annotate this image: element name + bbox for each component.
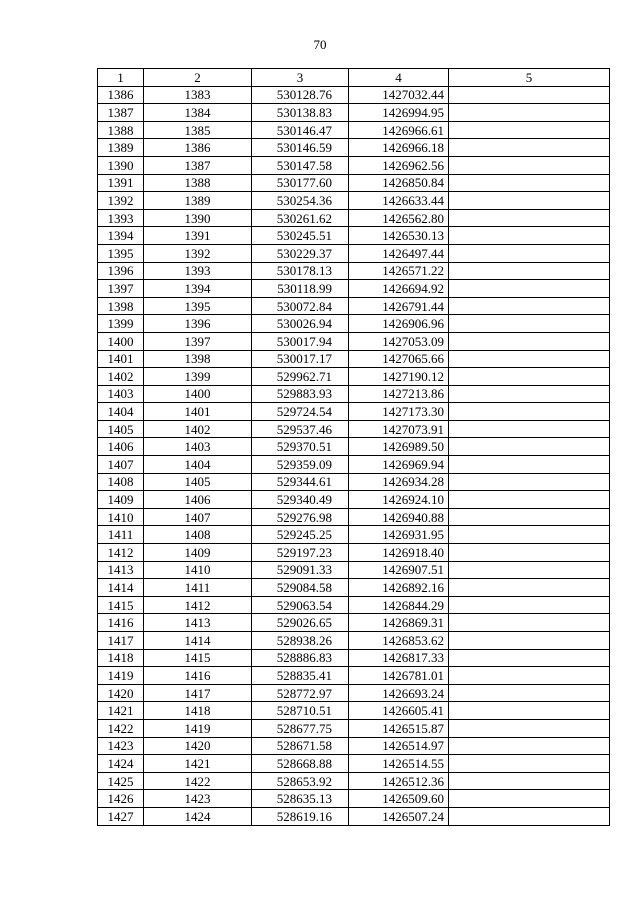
note-cell — [449, 227, 610, 245]
note-cell — [449, 508, 610, 526]
y-coordinate-cell: 1426514.97 — [349, 737, 449, 755]
point-number-cell: 1389 — [98, 139, 144, 157]
point-number-cell: 1420 — [98, 684, 144, 702]
table-row — [98, 139, 610, 157]
table-row — [98, 315, 610, 333]
table-row — [98, 790, 610, 808]
x-coordinate-cell: 528619.16 — [252, 807, 349, 825]
x-coordinate-cell: 530138.83 — [252, 104, 349, 122]
index-cell: 1422 — [144, 772, 252, 790]
y-coordinate-cell: 1426507.24 — [349, 807, 449, 825]
table-row — [98, 561, 610, 579]
note-cell — [449, 614, 610, 632]
x-coordinate-cell: 529276.98 — [252, 508, 349, 526]
note-cell — [449, 156, 610, 174]
index-cell: 1398 — [144, 350, 252, 368]
index-cell: 1391 — [144, 227, 252, 245]
y-coordinate-cell: 1426989.50 — [349, 438, 449, 456]
point-number-cell: 1411 — [98, 526, 144, 544]
y-coordinate-cell: 1427053.09 — [349, 332, 449, 350]
table-row — [98, 350, 610, 368]
x-coordinate-cell: 529537.46 — [252, 420, 349, 438]
y-coordinate-cell: 1426694.92 — [349, 280, 449, 298]
table-row — [98, 403, 610, 421]
point-number-cell: 1415 — [98, 596, 144, 614]
index-cell: 1402 — [144, 420, 252, 438]
note-cell — [449, 121, 610, 139]
table-row — [98, 368, 610, 386]
point-number-cell: 1417 — [98, 632, 144, 650]
y-coordinate-cell: 1426966.61 — [349, 121, 449, 139]
table-row — [98, 772, 610, 790]
table-row — [98, 244, 610, 262]
y-coordinate-cell: 1426907.51 — [349, 561, 449, 579]
point-number-cell: 1386 — [98, 86, 144, 104]
point-number-cell: 1427 — [98, 807, 144, 825]
note-cell — [449, 649, 610, 667]
index-cell: 1408 — [144, 526, 252, 544]
x-coordinate-cell: 530229.37 — [252, 244, 349, 262]
table-row — [98, 156, 610, 174]
note-cell — [449, 473, 610, 491]
note-cell — [449, 684, 610, 702]
y-coordinate-cell: 1427073.91 — [349, 420, 449, 438]
y-coordinate-cell: 1426514.55 — [349, 755, 449, 773]
index-cell: 1405 — [144, 473, 252, 491]
point-number-cell: 1401 — [98, 350, 144, 368]
x-coordinate-cell: 529340.49 — [252, 491, 349, 509]
index-cell: 1385 — [144, 121, 252, 139]
x-coordinate-cell: 529245.25 — [252, 526, 349, 544]
index-cell: 1406 — [144, 491, 252, 509]
index-cell: 1388 — [144, 174, 252, 192]
column-header-2: 2 — [144, 69, 252, 87]
index-cell: 1397 — [144, 332, 252, 350]
note-cell — [449, 174, 610, 192]
note-cell — [449, 280, 610, 298]
point-number-cell: 1406 — [98, 438, 144, 456]
note-cell — [449, 385, 610, 403]
index-cell: 1387 — [144, 156, 252, 174]
point-number-cell: 1425 — [98, 772, 144, 790]
index-cell: 1383 — [144, 86, 252, 104]
table-row — [98, 209, 610, 227]
index-cell: 1416 — [144, 667, 252, 685]
table-row — [98, 174, 610, 192]
point-number-cell: 1414 — [98, 579, 144, 597]
note-cell — [449, 315, 610, 333]
y-coordinate-cell: 1426509.60 — [349, 790, 449, 808]
point-number-cell: 1410 — [98, 508, 144, 526]
table-row — [98, 262, 610, 280]
index-cell: 1403 — [144, 438, 252, 456]
y-coordinate-cell: 1426562.80 — [349, 209, 449, 227]
table-row — [98, 526, 610, 544]
point-number-cell: 1399 — [98, 315, 144, 333]
table-row — [98, 755, 610, 773]
note-cell — [449, 790, 610, 808]
y-coordinate-cell: 1426892.16 — [349, 579, 449, 597]
table-row — [98, 579, 610, 597]
point-number-cell: 1395 — [98, 244, 144, 262]
point-number-cell: 1418 — [98, 649, 144, 667]
table-row — [98, 544, 610, 562]
column-header-5: 5 — [449, 69, 610, 87]
index-cell: 1390 — [144, 209, 252, 227]
table-row — [98, 473, 610, 491]
y-coordinate-cell: 1426931.95 — [349, 526, 449, 544]
y-coordinate-cell: 1426515.87 — [349, 719, 449, 737]
y-coordinate-cell: 1426969.94 — [349, 456, 449, 474]
note-cell — [449, 491, 610, 509]
note-cell — [449, 596, 610, 614]
x-coordinate-cell: 528835.41 — [252, 667, 349, 685]
table-body — [98, 86, 610, 825]
y-coordinate-cell: 1426693.24 — [349, 684, 449, 702]
x-coordinate-cell: 529026.65 — [252, 614, 349, 632]
point-number-cell: 1412 — [98, 544, 144, 562]
index-cell: 1424 — [144, 807, 252, 825]
index-cell: 1401 — [144, 403, 252, 421]
table-row — [98, 508, 610, 526]
y-coordinate-cell: 1426844.29 — [349, 596, 449, 614]
y-coordinate-cell: 1426571.22 — [349, 262, 449, 280]
index-cell: 1410 — [144, 561, 252, 579]
x-coordinate-cell: 530254.36 — [252, 192, 349, 210]
x-coordinate-cell: 530177.60 — [252, 174, 349, 192]
index-cell: 1392 — [144, 244, 252, 262]
point-number-cell: 1387 — [98, 104, 144, 122]
note-cell — [449, 579, 610, 597]
point-number-cell: 1390 — [98, 156, 144, 174]
x-coordinate-cell: 530146.47 — [252, 121, 349, 139]
note-cell — [449, 209, 610, 227]
x-coordinate-cell: 529344.61 — [252, 473, 349, 491]
column-header-4: 4 — [349, 69, 449, 87]
y-coordinate-cell: 1427213.86 — [349, 385, 449, 403]
note-cell — [449, 104, 610, 122]
y-coordinate-cell: 1426781.01 — [349, 667, 449, 685]
point-number-cell: 1394 — [98, 227, 144, 245]
note-cell — [449, 526, 610, 544]
y-coordinate-cell: 1427173.30 — [349, 403, 449, 421]
y-coordinate-cell: 1427032.44 — [349, 86, 449, 104]
x-coordinate-cell: 530128.76 — [252, 86, 349, 104]
index-cell: 1386 — [144, 139, 252, 157]
x-coordinate-cell: 530245.51 — [252, 227, 349, 245]
point-number-cell: 1400 — [98, 332, 144, 350]
point-number-cell: 1426 — [98, 790, 144, 808]
note-cell — [449, 438, 610, 456]
y-coordinate-cell: 1426940.88 — [349, 508, 449, 526]
x-coordinate-cell: 528677.75 — [252, 719, 349, 737]
index-cell: 1421 — [144, 755, 252, 773]
x-coordinate-cell: 529962.71 — [252, 368, 349, 386]
point-number-cell: 1388 — [98, 121, 144, 139]
note-cell — [449, 139, 610, 157]
point-number-cell: 1407 — [98, 456, 144, 474]
index-cell: 1413 — [144, 614, 252, 632]
note-cell — [449, 772, 610, 790]
x-coordinate-cell: 529084.58 — [252, 579, 349, 597]
x-coordinate-cell: 528938.26 — [252, 632, 349, 650]
x-coordinate-cell: 528671.58 — [252, 737, 349, 755]
note-cell — [449, 702, 610, 720]
y-coordinate-cell: 1426994.95 — [349, 104, 449, 122]
x-coordinate-cell: 530017.94 — [252, 332, 349, 350]
index-cell: 1417 — [144, 684, 252, 702]
y-coordinate-cell: 1426791.44 — [349, 297, 449, 315]
table-header — [98, 69, 610, 87]
note-cell — [449, 297, 610, 315]
x-coordinate-cell: 530072.84 — [252, 297, 349, 315]
table-row — [98, 491, 610, 509]
note-cell — [449, 262, 610, 280]
point-number-cell: 1405 — [98, 420, 144, 438]
x-coordinate-cell: 528886.83 — [252, 649, 349, 667]
point-number-cell: 1396 — [98, 262, 144, 280]
table-row — [98, 632, 610, 650]
y-coordinate-cell: 1426966.18 — [349, 139, 449, 157]
index-cell: 1400 — [144, 385, 252, 403]
x-coordinate-cell: 528668.88 — [252, 755, 349, 773]
index-cell: 1409 — [144, 544, 252, 562]
y-coordinate-cell: 1426934.28 — [349, 473, 449, 491]
table-row — [98, 596, 610, 614]
table-row — [98, 614, 610, 632]
y-coordinate-cell: 1426530.13 — [349, 227, 449, 245]
note-cell — [449, 332, 610, 350]
point-number-cell: 1392 — [98, 192, 144, 210]
table-row — [98, 649, 610, 667]
index-cell: 1389 — [144, 192, 252, 210]
note-cell — [449, 719, 610, 737]
point-number-cell: 1419 — [98, 667, 144, 685]
y-coordinate-cell: 1426497.44 — [349, 244, 449, 262]
index-cell: 1419 — [144, 719, 252, 737]
x-coordinate-cell: 530261.62 — [252, 209, 349, 227]
note-cell — [449, 86, 610, 104]
table-row — [98, 807, 610, 825]
index-cell: 1415 — [144, 649, 252, 667]
point-number-cell: 1409 — [98, 491, 144, 509]
y-coordinate-cell: 1426512.36 — [349, 772, 449, 790]
index-cell: 1423 — [144, 790, 252, 808]
point-number-cell: 1404 — [98, 403, 144, 421]
y-coordinate-cell: 1426850.84 — [349, 174, 449, 192]
x-coordinate-cell: 528772.97 — [252, 684, 349, 702]
x-coordinate-cell: 529883.93 — [252, 385, 349, 403]
y-coordinate-cell: 1426962.56 — [349, 156, 449, 174]
table-row — [98, 227, 610, 245]
header-row — [98, 69, 610, 87]
note-cell — [449, 403, 610, 421]
table-row — [98, 702, 610, 720]
table-row — [98, 192, 610, 210]
note-cell — [449, 420, 610, 438]
y-coordinate-cell: 1426817.33 — [349, 649, 449, 667]
x-coordinate-cell: 530118.99 — [252, 280, 349, 298]
y-coordinate-cell: 1426633.44 — [349, 192, 449, 210]
note-cell — [449, 192, 610, 210]
x-coordinate-cell: 529091.33 — [252, 561, 349, 579]
page-number: 70 — [313, 37, 327, 52]
x-coordinate-cell: 530147.58 — [252, 156, 349, 174]
table-row — [98, 297, 610, 315]
table-row — [98, 667, 610, 685]
table-row — [98, 385, 610, 403]
y-coordinate-cell: 1426853.62 — [349, 632, 449, 650]
point-number-cell: 1421 — [98, 702, 144, 720]
table-row — [98, 684, 610, 702]
y-coordinate-cell: 1426869.31 — [349, 614, 449, 632]
point-number-cell: 1397 — [98, 280, 144, 298]
index-cell: 1412 — [144, 596, 252, 614]
table-row — [98, 456, 610, 474]
table-row — [98, 121, 610, 139]
index-cell: 1384 — [144, 104, 252, 122]
table-row — [98, 280, 610, 298]
x-coordinate-cell: 528710.51 — [252, 702, 349, 720]
y-coordinate-cell: 1427065.66 — [349, 350, 449, 368]
coordinates-table — [97, 68, 610, 826]
table-row — [98, 719, 610, 737]
note-cell — [449, 737, 610, 755]
index-cell: 1396 — [144, 315, 252, 333]
index-cell: 1420 — [144, 737, 252, 755]
point-number-cell: 1423 — [98, 737, 144, 755]
note-cell — [449, 368, 610, 386]
point-number-cell: 1398 — [98, 297, 144, 315]
index-cell: 1399 — [144, 368, 252, 386]
x-coordinate-cell: 530146.59 — [252, 139, 349, 157]
y-coordinate-cell: 1426924.10 — [349, 491, 449, 509]
point-number-cell: 1393 — [98, 209, 144, 227]
index-cell: 1393 — [144, 262, 252, 280]
point-number-cell: 1416 — [98, 614, 144, 632]
note-cell — [449, 244, 610, 262]
note-cell — [449, 632, 610, 650]
index-cell: 1411 — [144, 579, 252, 597]
index-cell: 1418 — [144, 702, 252, 720]
note-cell — [449, 456, 610, 474]
index-cell: 1395 — [144, 297, 252, 315]
note-cell — [449, 544, 610, 562]
index-cell: 1407 — [144, 508, 252, 526]
point-number-cell: 1391 — [98, 174, 144, 192]
x-coordinate-cell: 529197.23 — [252, 544, 349, 562]
table-row — [98, 86, 610, 104]
point-number-cell: 1408 — [98, 473, 144, 491]
y-coordinate-cell: 1426918.40 — [349, 544, 449, 562]
note-cell — [449, 350, 610, 368]
y-coordinate-cell: 1426605.41 — [349, 702, 449, 720]
point-number-cell: 1413 — [98, 561, 144, 579]
y-coordinate-cell: 1426906.96 — [349, 315, 449, 333]
x-coordinate-cell: 530178.13 — [252, 262, 349, 280]
column-header-3: 3 — [252, 69, 349, 87]
note-cell — [449, 755, 610, 773]
x-coordinate-cell: 528653.92 — [252, 772, 349, 790]
table-row — [98, 104, 610, 122]
index-cell: 1414 — [144, 632, 252, 650]
column-header-1: 1 — [98, 69, 144, 87]
index-cell: 1404 — [144, 456, 252, 474]
note-cell — [449, 561, 610, 579]
table-row — [98, 438, 610, 456]
x-coordinate-cell: 528635.13 — [252, 790, 349, 808]
x-coordinate-cell: 529370.51 — [252, 438, 349, 456]
x-coordinate-cell: 529063.54 — [252, 596, 349, 614]
table-row — [98, 332, 610, 350]
note-cell — [449, 807, 610, 825]
x-coordinate-cell: 529724.54 — [252, 403, 349, 421]
table-row — [98, 737, 610, 755]
index-cell: 1394 — [144, 280, 252, 298]
point-number-cell: 1422 — [98, 719, 144, 737]
x-coordinate-cell: 530026.94 — [252, 315, 349, 333]
y-coordinate-cell: 1427190.12 — [349, 368, 449, 386]
table-row — [98, 420, 610, 438]
point-number-cell: 1424 — [98, 755, 144, 773]
note-cell — [449, 667, 610, 685]
point-number-cell: 1402 — [98, 368, 144, 386]
x-coordinate-cell: 529359.09 — [252, 456, 349, 474]
x-coordinate-cell: 530017.17 — [252, 350, 349, 368]
point-number-cell: 1403 — [98, 385, 144, 403]
